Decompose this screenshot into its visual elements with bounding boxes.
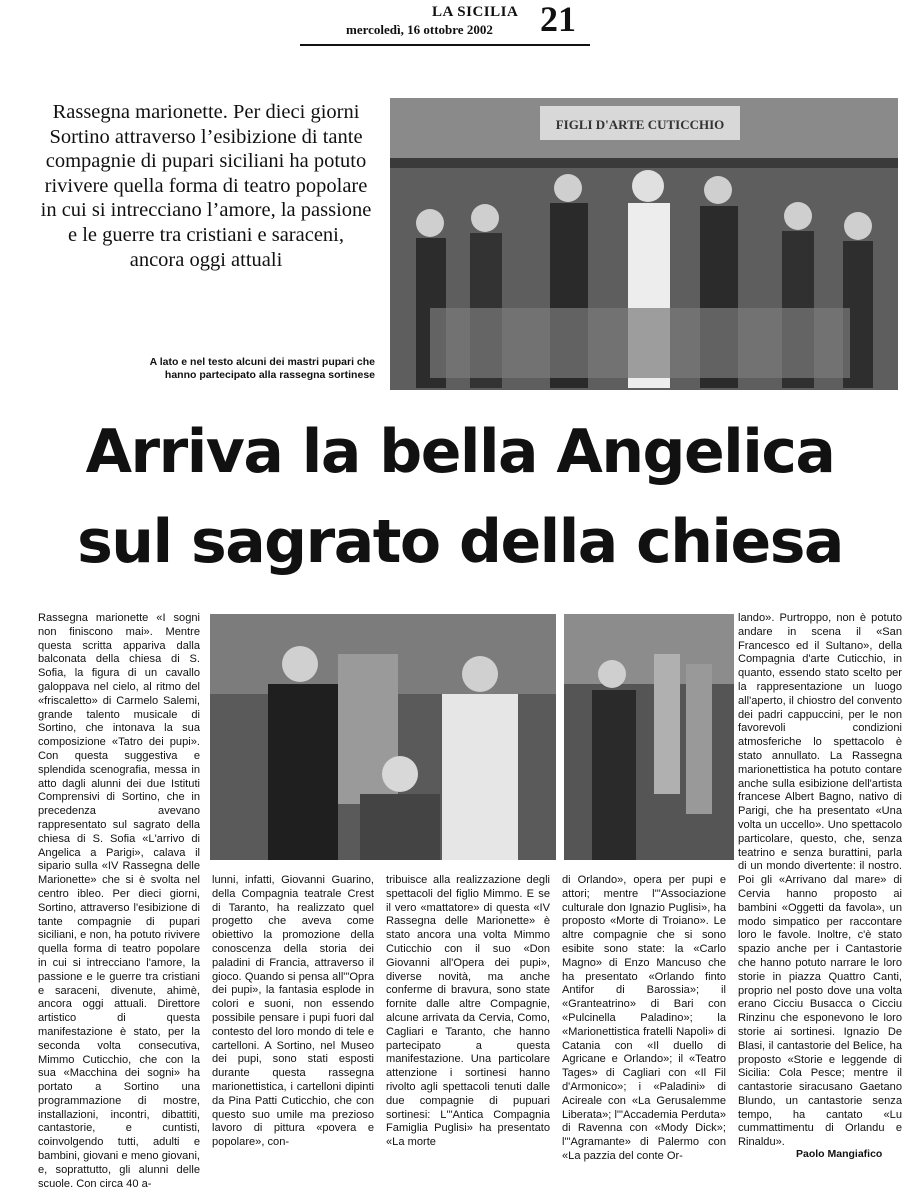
page-number: 21 — [540, 0, 576, 39]
article-column-3: tribuisce alla realizzazione degli spettacoli del figlio Mimmo. E se il vero «mattatore» di questa «IV Rassegna delle Marionette» è stato ancora una volta Mimmo Cuticchio con il suo «Don Giovanni all'Opera dei pupi», diverse novità, ma anche conferme di bravura, sono state fornite dalle altre Compagnie, alcune arrivata da Cervia, Como, Cagliari e Taranto, che hanno partecipato a questa manifestazione. Una particolare attenzione i sortinesi hanno rivolto agli spettacoli tenuti dalle due compagnie di pupuari sortinesi: L'"Antica Compagnia Famiglia Puglisi» ha presentato «La morte — [386, 874, 550, 1149]
byline: Paolo Mangiafico — [796, 1148, 883, 1160]
article-column-4: di Orlando», opera per pupi e attori; mentre l'"Associazione culturale don Ignazio Puglisi», ha proposto «Morte di Troiano». Le altre compagnie che si sono esibite sono state: la «Carlo Magno» di Enzo Mancuso che ha presentato «Orlando finto Antifor di Barossia»; il «Granteatrino» di Bari con «Pulcinella Paladino»; la «Marionettistica fratelli Napoli» di Catania con «Il duello di Agricane e Orlando»; il «Teatro Tages» di Cagliari con «Il Fil d'Armonico»; i «Paladini» di Acireale con «La Gerusalemme Liberata»; l'"Accademia Perduta» di Ravenna con «Mody Dick»; l'"Agramante» di Palermo con «La pazzia del conte Or- — [562, 874, 726, 1162]
photo-caption: A lato e nel testo alcuni dei mastri pupari che hanno partecipato alla rassegna sortinese — [149, 356, 375, 381]
puppeteer-photo-art — [564, 614, 734, 860]
puppeteer-with-puppets-photo — [564, 614, 734, 860]
newspaper-name: LA SICILIA — [432, 4, 519, 20]
article-column-5: lando». Purtroppo, non è potuto andare in scena il «San Francesco ed il Sultano», della Compagnia d'arte Cuticchio, in quanto, essendo stato scelto per la rappresentazione un luogo all'aperto, il chiostro del convento dei padri cappuccini, per le non favorevoli condizioni atmosferiche lo spettacolo è stato annullato. La Rassegna marionettistica ha potuto contare anche sulla esibizione dell'artista francese Albert Bagno, nativo di Parigi, che ha presentato «Una volta un uccello». Uno spettacolo particolare, questo, che, senza teatrino e senza burattini, parla di un mondo divertente: il nostro. Poi gli «Arrivano dal mare» di Cervia hanno proposto ai bambini «Oggetti da favola», un modo simpatico per raccontare loro le favole. Inoltre, c'è stato spazio anche per i Cantastorie che hanno potuto narrare le loro storie in piazza Quattro Canti, proprio nel posto dove una volta erano Cicciu Busacca o Cicciu Rinzinu che esponevono le loro storie ai sortinesi. Ignazio De Blasi, il cantastorie del Belice, ha proposto «Storie e leggende di Sicilia: Cola Pesce; mentre il cantastorie siracusano Gaetano Blundo, un cantastorie senza tempo, ha cantato «Lu cummattimentu di Orlandu e Rinaldu». — [738, 612, 902, 1149]
article-column-1: Rassegna marionette «I sogni non finiscono mai». Mentre questa scritta appariva dalla balconata della chiesa di S. Sofia, la figura di un cavallo galoppava nel cielo, al ritmo del «friscaletto» di Carmelo Salemi, grande talento musicale di Sortino, che intonava la sua composizione «Tatro dei pupi». Con questa suggestiva e splendida scenografia, messa in atto dagli alunni dei due Istituti Comprensivi di Sortino, che in precedenza avevano rappresentato sul sagrato della chiesa di S. Sofia «L'arrivo di Angelica a Parigi», calava il sipario sulla «IV Rassegna delle Marionette» che si è svolta nel centro ibleo. Per dieci giorni, Sortino, attraverso l'esibizione di tante compagnie di pupari siciliani, e non, ha potuto rivivere quella forma di teatro popolare in cui si intrecciano l'amore, la passione e le guerre tra cristiani e saraceni, divenute, ahimè, ancora oggi attuali. Direttore artistico di questa manifestazione è stato, per la seconda volta consecutiva, Mimmo Cuticchio, che con la sua «Macchina dei sogni» ha portato a Sortino una programmazione di mostre, installazioni, incontri, dibattiti, cantastorie, e cuntisti, coinvolgendo tutti, adulti e bambini, giovani e meno giovani, e, soprattutto, gli alunni delle scuole. Con circa 40 a- — [38, 612, 200, 1190]
headline-line-2: sul sagrato della chiesa — [77, 507, 843, 577]
puppeteers-photo — [390, 98, 898, 390]
article-column-2: lunni, infatti, Giovanni Guarino, della Compagnia teatrale Crest di Taranto, ha realizzato quel progetto che aveva come obiettivo la promozione della conoscenza della storia dei paladini di Francia, attraverso il gioco. Quando si pensa all'"Opra dei pupi», la fantasia esplode in colori e suoni, non essendo possibile pensare i pupi fuori dal contesto del loro mondo di tele e cartelloni. A Sortino, nel Museo dei pupi, sono stati esposti durante questa rassegna marionettistica, i cartelloni dipinti da Pina Patti Cuticchio, che con questo suo umile ma prezioso lavoro di pittura «povera e popolare», con- — [212, 874, 374, 1149]
puppeteers-group-photo — [210, 614, 556, 860]
puppeteers-photo-art — [390, 98, 898, 390]
issue-date: mercoledì, 16 ottobre 2002 — [346, 22, 493, 37]
article-deck: Rassegna marionette. Per dieci giorni Sortino attraverso l’esibizione di tante compagnie di pupari siciliani ha potuto rivivere quella forma di teatro popolare in cui si intrecciano l’amore, la passione e le guerre tra cristiani e saraceni, ancora oggi attuali — [40, 101, 372, 271]
banner-text: FIGLI D'ARTE CUTICCHIO — [555, 117, 725, 132]
masthead-rule — [300, 44, 590, 46]
group-photo-art — [210, 614, 556, 860]
headline-line-1: Arriva la bella Angelica — [85, 417, 835, 487]
